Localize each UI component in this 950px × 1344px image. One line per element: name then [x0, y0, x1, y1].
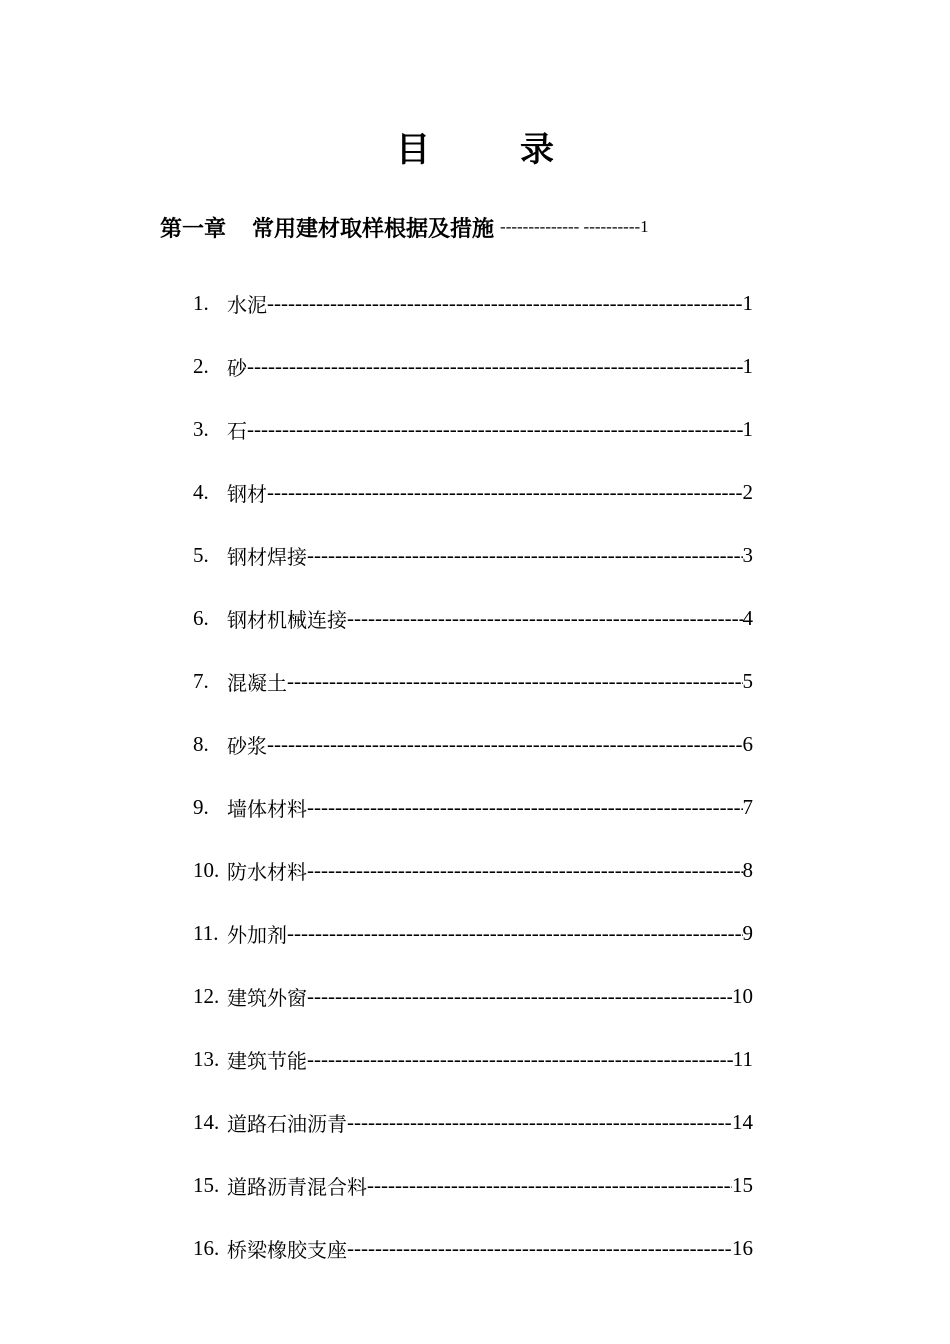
toc-entry[interactable] — [193, 524, 753, 587]
entry-name: 水泥 — [227, 293, 267, 317]
entry-page-number: 4 — [742, 606, 753, 630]
toc-entry[interactable] — [193, 650, 753, 713]
entry-name: 道路沥青混合料 — [227, 1175, 367, 1199]
toc-entry[interactable] — [193, 335, 753, 398]
entry-leader — [247, 354, 743, 379]
entry-page-number: 3 — [742, 543, 753, 567]
entry-leader — [307, 795, 743, 820]
entry-leader — [287, 921, 743, 946]
entry-page-number: 16 — [732, 1236, 753, 1260]
entry-name: 钢材焊接 — [227, 545, 307, 569]
entry-number: 7. — [193, 669, 209, 693]
entry-name: 桥梁橡胶支座 — [227, 1238, 347, 1262]
entry-number: 11. — [193, 921, 219, 945]
entry-leader — [267, 732, 743, 757]
entry-number: 8. — [193, 732, 209, 756]
entry-leader — [347, 1110, 732, 1135]
toc-entry-list — [193, 272, 753, 1280]
entry-page-number: 1 — [742, 291, 753, 315]
entry-name: 墙体材料 — [227, 797, 307, 821]
toc-entry[interactable] — [193, 398, 753, 461]
toc-entry[interactable] — [193, 461, 753, 524]
entry-leader — [307, 858, 743, 883]
toc-entry[interactable] — [193, 713, 753, 776]
toc-entry[interactable] — [193, 902, 753, 965]
toc-entry[interactable] — [193, 1091, 753, 1154]
entry-leader — [267, 291, 743, 316]
entry-name: 防水材料 — [227, 860, 307, 884]
entry-number: 2. — [193, 354, 209, 378]
entry-number: 6. — [193, 606, 209, 630]
chapter-leader: -------------- ---------- — [500, 217, 641, 236]
entry-leader — [347, 1236, 732, 1261]
entry-number: 14. — [193, 1110, 220, 1134]
toc-entry[interactable] — [193, 839, 753, 902]
entry-name: 道路石油沥青 — [227, 1112, 347, 1136]
entry-number: 4. — [193, 480, 209, 504]
toc-entry[interactable] — [193, 587, 753, 650]
entry-number: 13. — [193, 1047, 220, 1071]
entry-page-number: 15 — [732, 1173, 753, 1197]
entry-number: 9. — [193, 795, 209, 819]
entry-page-number: 7 — [742, 795, 753, 819]
entry-name: 建筑外窗 — [227, 986, 307, 1010]
entry-page-number: 6 — [742, 732, 753, 756]
entry-number: 3. — [193, 417, 209, 441]
chapter-name: 常用建材取样根据及措施 — [252, 216, 495, 242]
toc-entry[interactable] — [193, 776, 753, 839]
chapter-page-number: 1 — [640, 217, 649, 236]
entry-name: 砂浆 — [227, 734, 267, 758]
entry-name: 外加剂 — [227, 923, 287, 947]
entry-leader — [287, 669, 743, 694]
chapter-label: 第一章 — [160, 216, 227, 242]
entry-number: 1. — [193, 291, 209, 315]
entry-page-number: 5 — [742, 669, 753, 693]
entry-page-number: 8 — [742, 858, 753, 882]
entry-number: 15. — [193, 1173, 220, 1197]
entry-page-number: 1 — [742, 417, 753, 441]
entry-leader — [307, 543, 743, 568]
entry-page-number: 10 — [732, 984, 753, 1008]
entry-name: 石 — [227, 419, 247, 443]
toc-entry[interactable] — [193, 1028, 753, 1091]
entry-page-number: 9 — [742, 921, 753, 945]
entry-name: 钢材 — [227, 482, 267, 506]
entry-name: 建筑节能 — [227, 1049, 307, 1073]
entry-leader — [307, 984, 732, 1009]
entry-number: 10. — [193, 858, 220, 882]
entry-number: 5. — [193, 543, 209, 567]
entry-leader — [307, 1047, 733, 1072]
entry-leader — [367, 1173, 732, 1198]
toc-entry[interactable] — [193, 272, 753, 335]
entry-leader — [347, 606, 743, 631]
entry-leader — [267, 480, 743, 505]
page-title: 目 录 — [396, 130, 582, 170]
entry-name: 混凝土 — [227, 671, 287, 695]
entry-page-number: 1 — [742, 354, 753, 378]
entry-number: 16. — [193, 1236, 220, 1260]
entry-name: 砂 — [227, 356, 247, 380]
entry-page-number: 11 — [732, 1047, 753, 1071]
entry-page-number: 14 — [732, 1110, 753, 1134]
entry-page-number: 2 — [742, 480, 753, 504]
toc-entry[interactable] — [193, 1154, 753, 1217]
entry-number: 12. — [193, 984, 220, 1008]
toc-chapter-entry[interactable] — [160, 209, 760, 245]
entry-leader — [247, 417, 743, 442]
entry-name: 钢材机械连接 — [227, 608, 347, 632]
toc-entry[interactable] — [193, 1217, 753, 1280]
toc-entry[interactable] — [193, 965, 753, 1028]
